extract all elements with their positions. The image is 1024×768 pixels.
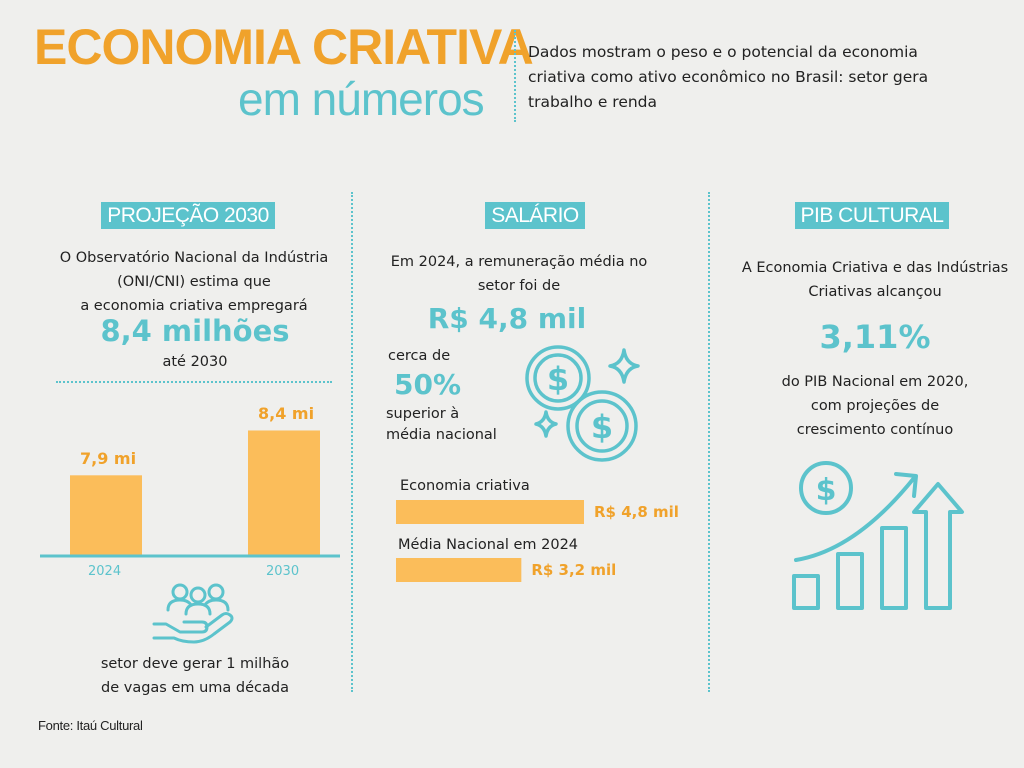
svg-text:$: $ — [815, 473, 837, 508]
header-divider — [514, 30, 516, 122]
hbar-media-nacional — [396, 558, 521, 582]
hbar-label-economia: Economia criativa — [400, 478, 530, 494]
svg-text:$: $ — [590, 408, 614, 446]
people-in-hand-icon — [150, 582, 240, 646]
dollar-coins-icon — [520, 340, 650, 468]
projecao-badge-wrap — [0, 204, 376, 228]
projecao-footer-line1: setor deve gerar 1 milhão — [100, 656, 290, 672]
pib-after-line1: do PIB Nacional em 2020, — [781, 374, 969, 390]
growth-chart-icon — [786, 456, 970, 614]
pib-text — [722, 256, 1024, 304]
salario-text-line1: Em 2024, a remuneração média no — [390, 254, 648, 270]
projecao-after-number: até 2030 — [162, 354, 228, 370]
page-subtitle: em números — [238, 73, 484, 125]
source-footnote: Fonte: Itaú Cultural — [38, 718, 143, 733]
bar-2030 — [248, 430, 320, 556]
x-tick-label-2030: 2030 — [266, 564, 300, 579]
pib-after-text — [722, 370, 1024, 442]
hbar-media-value: R$ 3,2 mil — [531, 561, 617, 579]
sparkle-icon — [610, 350, 638, 382]
header-description: Dados mostram o peso e o potencial da economia criativa como ativo econômico no Brasil: setor gera trabalho e renda — [528, 43, 929, 111]
jobs-bar-chart — [40, 400, 340, 580]
salario-superior-line2: média nacional — [386, 427, 497, 443]
projecao-text — [34, 246, 354, 318]
pib-after-line3: crescimento contínuo — [796, 422, 954, 438]
bar-2024 — [70, 475, 142, 556]
pib-text-line1: A Economia Criativa e das Indústrias — [741, 260, 1009, 276]
projecao-text-line1: O Observatório Nacional da Indústria — [59, 250, 329, 266]
page-title: ECONOMIA CRIATIVA — [34, 19, 533, 75]
projecao-footer-line2: de vagas em uma década — [101, 680, 289, 696]
pib-after-line2: com projeções de — [810, 398, 940, 414]
pib-big-number: 3,11% — [819, 318, 931, 356]
salario-text — [362, 250, 676, 298]
projecao-big-number: 8,4 milhões — [100, 314, 290, 348]
salario-badge-wrap — [380, 204, 690, 228]
salario-superior — [386, 404, 497, 446]
projecao-divider — [56, 381, 332, 383]
salario-badge: SALÁRIO — [485, 202, 585, 229]
projecao-badge: PROJEÇÃO 2030 — [101, 202, 275, 229]
bar-2024-value-label: 7,9 mi — [80, 449, 137, 469]
pib-badge: PIB CULTURAL — [795, 202, 950, 229]
projecao-text-line2: (ONI/CNI) estima que — [117, 274, 271, 290]
hbar-label-media: Média Nacional em 2024 — [398, 537, 579, 553]
bar-2030-value-label: 8,4 mi — [258, 404, 315, 424]
svg-text:$: $ — [546, 360, 570, 398]
column-divider-2 — [708, 192, 710, 692]
salario-cerca: cerca de — [388, 348, 451, 364]
hbar-economia-criativa — [396, 500, 584, 524]
salario-superior-line1: superior à — [386, 406, 460, 422]
sparkle-icon-small — [536, 412, 556, 436]
salario-text-line2: setor foi de — [477, 278, 561, 294]
pib-badge-wrap — [720, 204, 1024, 228]
pib-text-line2: Criativas alcançou — [808, 284, 942, 300]
projecao-text-line3: a economia criativa empregará — [80, 298, 308, 314]
salario-percent: 50% — [394, 368, 462, 401]
x-tick-label-2024: 2024 — [88, 564, 122, 579]
hbar-economia-value: R$ 4,8 mil — [594, 503, 679, 521]
projecao-footer — [40, 652, 350, 700]
salario-big-number: R$ 4,8 mil — [427, 302, 587, 335]
